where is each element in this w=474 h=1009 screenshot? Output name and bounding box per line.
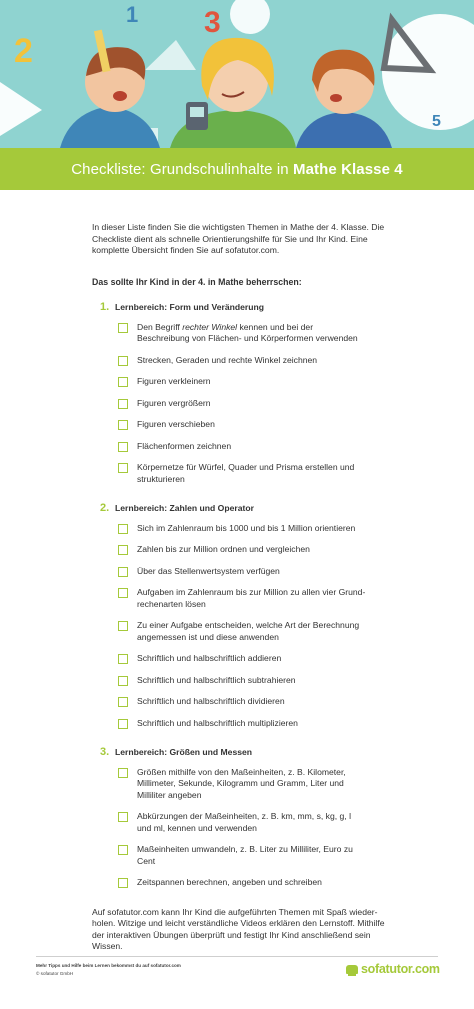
checklist-item[interactable] (118, 441, 392, 453)
hero-illustration (0, 0, 474, 148)
title-banner (0, 148, 474, 190)
kids-illustration (0, 0, 474, 148)
section-header (100, 503, 392, 515)
checklist-item-text: Figuren vergrößern (137, 397, 211, 408)
checkbox[interactable] (118, 878, 128, 888)
section-header (100, 747, 392, 759)
sofa-icon (346, 965, 358, 974)
section-form-und-veraenderung (92, 302, 392, 485)
checkbox[interactable] (118, 845, 128, 855)
section-zahlen-und-operator (92, 503, 392, 729)
checklist-item[interactable] (118, 620, 392, 643)
checkbox[interactable] (118, 442, 128, 452)
checklist-item[interactable] (118, 844, 392, 867)
footer-divider (36, 956, 438, 957)
checkbox[interactable] (118, 567, 128, 577)
checklist-item-text: Über das Stellenwertsystem verfügen (137, 565, 280, 576)
checklist-item-text: Zu einer Aufgabe entscheiden, welche Art der Berechnung angemessen ist und diese anwenden (137, 620, 360, 642)
checklist-item-text: Zahlen bis zur Million ordnen und vergleichen (137, 544, 310, 554)
digit-one: 1 (126, 2, 139, 27)
checklist-item[interactable] (118, 355, 392, 367)
checklist-item[interactable] (118, 653, 392, 665)
intro-paragraph: In dieser Liste finden Sie die wichtigsten Themen in Mathe der 4. Klasse. Die Checkliste dient als schnelle Orientierungshilfe für Sie und Ihr Kind. Eine komplette Übersicht finden Sie auf sofatutor.com. (92, 222, 385, 255)
checklist-item[interactable] (118, 398, 392, 410)
checklist-item-text: Maßeinheiten umwandeln, z. B. Liter zu Milliliter, Euro zu Cent (137, 844, 353, 866)
checklist-item-text: Körpernetze für Würfel, Quader und Prisma erstellen und strukturieren (137, 462, 355, 484)
digit-five: 5 (432, 113, 441, 130)
checklist-item[interactable] (118, 696, 392, 708)
digit-three: 3 (204, 6, 221, 39)
checklist-item-text: Den Begriff rechter Winkel kennen und bei der Beschreibung von Flächen- und Körperformen verwenden (137, 321, 358, 343)
sofatutor-logo[interactable] (346, 962, 440, 976)
outro-paragraph: Auf sofatutor.com kann Ihr Kind die aufgeführten Themen mit Spaß wieder-holen. Witzige und leicht verständliche Videos erklären den Lernstoff. Mithilfe der interaktiven Übungen überprüft und festigt Ihr Kind anschließend sein Wissen. (92, 906, 385, 951)
section-header (100, 302, 392, 314)
footer-tip: Mehr Tipps und Hilfe beim Lernen bekommst du auf sofatutor.com (36, 963, 181, 968)
checklist-item[interactable] (118, 523, 392, 535)
digit-two: 2 (14, 32, 33, 70)
checkbox[interactable] (118, 463, 128, 473)
checklist-item-text: Strecken, Geraden und rechte Winkel zeichnen (137, 354, 318, 365)
checkbox[interactable] (118, 323, 128, 333)
checkbox[interactable] (118, 654, 128, 664)
checkbox[interactable] (118, 621, 128, 631)
page-title (71, 161, 403, 178)
checklist-item-text: Schriftlich und halbschriftlich multiplizieren (137, 717, 298, 728)
checkbox[interactable] (118, 399, 128, 409)
checkbox[interactable] (118, 676, 128, 686)
footer-text (36, 962, 181, 978)
checkbox[interactable] (118, 356, 128, 366)
section-number: 2. (100, 502, 110, 514)
section-groessen-und-messen (92, 747, 392, 889)
checklist-content (92, 222, 392, 953)
checklist-item-text: Abkürzungen der Maßeinheiten, z. B. km, mm, s, kg, g, l und ml, kennen und verwenden (137, 811, 351, 833)
section-title: Lernbereich: Form und Veränderung (115, 302, 264, 312)
checklist-item[interactable] (118, 811, 392, 834)
title-bold: Mathe Klasse 4 (292, 160, 403, 178)
checklist-item[interactable] (118, 322, 392, 345)
checklist-item-text: Figuren verkleinern (137, 376, 211, 386)
checkbox[interactable] (118, 697, 128, 707)
checklist-item-text: Figuren verschieben (137, 419, 215, 429)
checkbox[interactable] (118, 524, 128, 534)
checklist-item-text: Sich im Zahlenraum bis 1000 und bis 1 Million orientieren (137, 522, 356, 533)
checklist-item-text: Zeitspannen berechnen, angeben und schreiben (137, 877, 322, 887)
checklist-item-text: Größen mithilfe von den Maßeinheiten, z. B. Kilometer, Millimeter, Sekunde, Kilogramm und Gramm, Liter und Milliliter angeben (137, 766, 346, 800)
section-title: Lernbereich: Größen und Messen (115, 747, 253, 757)
checklist-item[interactable] (118, 587, 392, 610)
section-number: 3. (100, 746, 110, 758)
checkbox[interactable] (118, 545, 128, 555)
checklist-item[interactable] (118, 767, 392, 802)
checklist-item[interactable] (118, 877, 392, 889)
checklist-item-text: Schriftlich und halbschriftlich addieren (137, 653, 282, 663)
checkbox[interactable] (118, 768, 128, 778)
checklist-item[interactable] (118, 462, 392, 485)
checkbox[interactable] (118, 420, 128, 430)
section-number: 1. (100, 301, 110, 313)
checkbox[interactable] (118, 377, 128, 387)
checklist-item[interactable] (118, 376, 392, 388)
checklist-item[interactable] (118, 675, 392, 687)
checkbox[interactable] (118, 812, 128, 822)
checklist-item-text: Schriftlich und halbschriftlich subtrahieren (137, 674, 296, 685)
checkbox[interactable] (118, 588, 128, 598)
checklist-item[interactable] (118, 718, 392, 730)
checklist-item-text: Aufgaben im Zahlenraum bis zur Million zu allen vier Grund-rechenarten lösen (137, 587, 366, 609)
checklist-item[interactable] (118, 544, 392, 556)
checklist-headline: Das sollte Ihr Kind in der 4. in Mathe beherrschen: (92, 276, 302, 287)
logo-text: sofatutor.com (361, 962, 440, 976)
checklist-item-text: Flächenformen zeichnen (137, 440, 232, 451)
title-prefix: Checkliste: Grundschulinhalte in (71, 160, 293, 178)
section-title: Lernbereich: Zahlen und Operator (115, 503, 254, 513)
checklist-item[interactable] (118, 566, 392, 578)
checkbox[interactable] (118, 719, 128, 729)
checklist-item[interactable] (118, 419, 392, 431)
checklist-item-text: Schriftlich und halbschriftlich dividieren (137, 696, 285, 706)
footer-copyright: © sofatutor GmbH (36, 971, 74, 976)
